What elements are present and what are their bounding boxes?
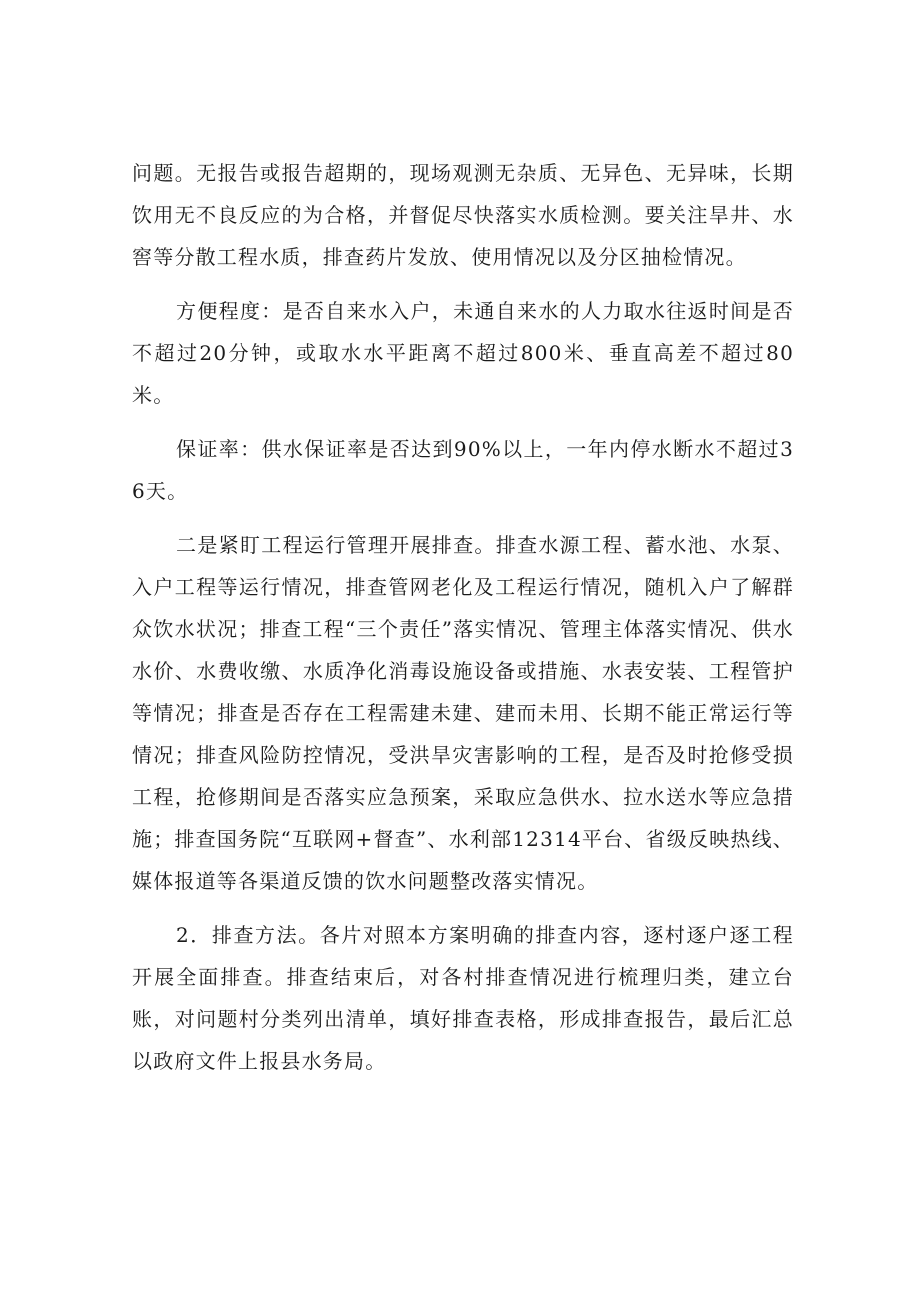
- paragraph-convenience: 方便程度：是否自来水入户，未通自来水的人力取水往返时间是否不超过20分钟，或取水水平距离不超过800米、垂直高差不超过80米。: [132, 299, 794, 407]
- paragraph-operation-management: 二是紧盯工程运行管理开展排查。排查水源工程、蓄水池、水泵、入户工程等运行情况，排查管网老化及工程运行情况，随机入户了解群众饮水状况；排查工程“三个责任”落实情况、管理主体落实情况、供水水价、水费收缴、水质净化消毒设施设备或措施、水表安装、工程管护等情况；排查是否存在工程需建未建、建而未用、长期不能正常运行等情况；排查风险防控情况，受洪旱灾害影响的工程，是否及时抢修受损工程，抢修期间是否落实应急预案，采取应急供水、拉水送水等应急措施；排查国务院“互联网+督查”、水利部12314平台、省级反映热线、媒体报道等各渠道反馈的饮水问题整改落实情况。: [132, 533, 794, 893]
- paragraph-water-quality: 问题。无报告或报告超期的，现场观测无杂质、无异色、无异味，长期饮用无不良反应的为合格，并督促尽快落实水质检测。要关注旱井、水窖等分散工程水质，排查药片发放、使用情况以及分区抽检情况。: [132, 161, 794, 269]
- paragraph-guarantee-rate: 保证率：供水保证率是否达到90%以上，一年内停水断水不超过36天。: [132, 437, 794, 503]
- document-body: [132, 152, 794, 1094]
- paragraph-inspection-method: 2．排查方法。各片对照本方案明确的排查内容，逐村逐户逐工程开展全面排查。排查结束后，对各村排查情况进行梳理归类，建立台账，对问题村分类列出清单，填好排查表格，形成排查报告，最后汇总以政府文件上报县水务局。: [132, 923, 794, 1073]
